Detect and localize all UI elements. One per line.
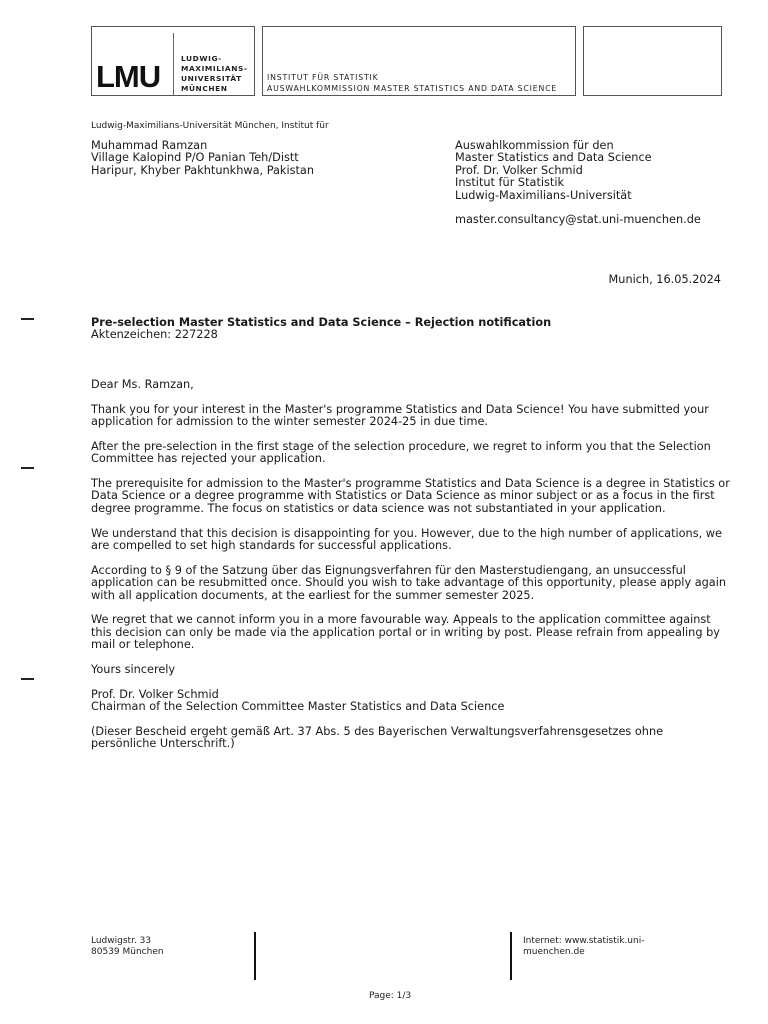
punch-mark xyxy=(21,678,34,680)
footer-internet xyxy=(523,936,644,958)
sender-return-line: Ludwig-Maximilians-Universität München, Institut für xyxy=(91,121,329,131)
lmu-logo-box xyxy=(91,26,255,96)
university-name-line: UNIVERSITÄT xyxy=(181,74,242,83)
university-name-line: MAXIMILIANS- xyxy=(181,64,248,73)
logo-divider xyxy=(173,33,174,95)
letter-subject: Pre-selection Master Statistics and Data Science – Rejection notification xyxy=(91,316,552,329)
legal-note: (Dieser Bescheid ergeht gemäß Art. 37 Abs. 5 des Bayerischen Verwaltungsverfahrensgesetzes ohne persönliche Unterschrift.) xyxy=(91,725,664,751)
sender-line: Master Statistics and Data Science xyxy=(455,151,652,165)
signature-name: Prof. Dr. Volker Schmid xyxy=(91,687,219,701)
footer-address-line: Ludwigstr. 33 xyxy=(91,936,152,946)
university-name-line: MÜNCHEN xyxy=(181,84,228,93)
sender-address xyxy=(455,140,652,202)
footer-internet-line: Internet: www.statistik.uni- xyxy=(523,936,645,946)
reference-number: Aktenzeichen: 227228 xyxy=(91,328,218,342)
letter-body xyxy=(91,317,731,763)
institute-line: INSTITUT FÜR STATISTIK xyxy=(267,73,379,82)
lmu-logo: LMU xyxy=(96,59,161,94)
recipient-address xyxy=(91,140,314,177)
fold-mark xyxy=(21,467,34,469)
recipient-line: Village Kalopind P/O Panian Teh/Distt xyxy=(91,151,299,165)
footer-divider xyxy=(254,932,256,980)
university-name-line: LUDWIG- xyxy=(181,54,222,63)
university-name xyxy=(181,54,248,94)
recipient-line: Muhammad Ramzan xyxy=(91,139,208,152)
letter-date: Munich, 16.05.2024 xyxy=(608,273,721,286)
body-paragraph: Thank you for your interest in the Master's programme Statistics and Data Science! You have submitted your application for admission to the winter semester 2024-25 in due time. xyxy=(91,402,709,429)
body-paragraph: We understand that this decision is disappointing for you. However, due to the high number of applications, we are compelled to set high standards for successful applications. xyxy=(91,526,722,553)
sender-line: Institut für Statistik xyxy=(455,176,565,190)
body-paragraph: According to § 9 of the Satzung über das Eignungsverfahren für den Masterstudiengang, an unsuccessful application can be resubmitted once. Should you wish to take advantage of this opportunity, please apply again with all application documents, at the earliest for the summer semester 2025. xyxy=(91,563,727,602)
sender-line: Prof. Dr. Volker Schmid xyxy=(455,163,583,177)
body-paragraph: The prerequisite for admission to the Master's programme Statistics and Data Science is a degree in Statistics or Data Science or a degree programme with Statistics or Data Science as minor subject or as a focus in the first degree programme. The focus on statistics or data science was not substantiated in your application. xyxy=(91,477,730,515)
salutation: Dear Ms. Ramzan, xyxy=(91,377,194,391)
institute-name xyxy=(267,72,557,94)
page-number: Page: 1/3 xyxy=(369,991,412,1001)
body-paragraph: We regret that we cannot inform you in a more favourable way. Appeals to the application committee against this decision can only be made via the application portal or in writing by post. Please refrain from appealing by mail or telephone. xyxy=(91,613,720,652)
footer-address xyxy=(91,936,164,958)
recipient-line: Haripur, Khyber Pakhtunkhwa, Pakistan xyxy=(91,163,314,177)
header-empty-box xyxy=(583,26,722,96)
sender-email: master.consultancy@stat.uni-muenchen.de xyxy=(455,213,701,226)
footer-internet-line: muenchen.de xyxy=(523,947,585,957)
body-paragraph: After the pre-selection in the first stage of the selection procedure, we regret to inform you that the Selection Committee has rejected your application. xyxy=(91,439,711,466)
footer-divider xyxy=(510,932,512,980)
sender-line: Auswahlkommission für den xyxy=(455,139,614,152)
institute-box xyxy=(262,26,576,96)
closing: Yours sincerely xyxy=(91,663,176,677)
sender-line: Ludwig-Maximilians-Universität xyxy=(455,188,632,202)
institute-line: AUSWAHLKOMMISSION MASTER STATISTICS AND DATA SCIENCE xyxy=(267,84,558,93)
fold-mark xyxy=(21,318,34,320)
footer-address-line: 80539 München xyxy=(91,947,164,957)
signature-title: Chairman of the Selection Committee Master Statistics and Data Science xyxy=(91,700,505,714)
